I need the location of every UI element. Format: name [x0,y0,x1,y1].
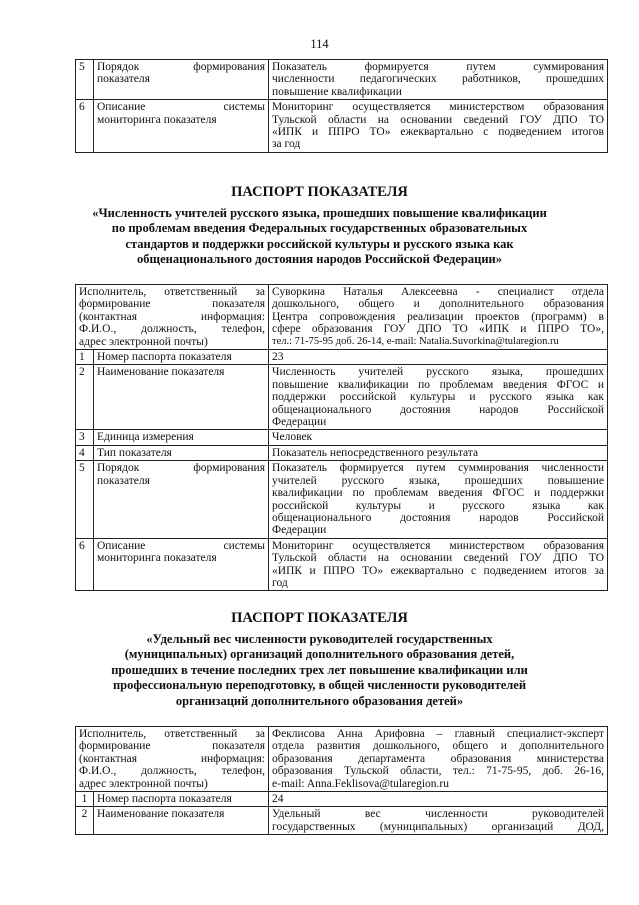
row-value: Численность учителей русского языка, прошедших повышение квалификации по проблемам введения ФГОС и поддержки российской культуры и русского языка как общенационального достояния народов Российской Федерации [269,365,608,430]
table-row [76,350,608,365]
row-label: Номер паспорта показателя [94,792,269,807]
page-number: 114 [310,37,329,51]
row-number: 5 [76,461,94,538]
executor-row [76,727,608,792]
table-row [76,807,608,835]
table-row [76,60,608,100]
row-value: Мониторинг осуществляется министерством образования Тульской области на основании сведений ГОУ ДПО ТО «ИПК и ППРО ТО» ежеквартально с подведением итогов за год [269,100,608,153]
row-label: Наименование показателя [94,365,269,430]
passport-2-table [75,726,608,835]
row-value: Показатель формируется путем суммирования численности учителей русского языка, прошедших повышение квалификации по проблемам введения ФГОС и поддержки российской культуры и русского языка как общенационального достояния народов Российской Федерации [269,461,608,538]
passport-2-subtitle: «Удельный вес численности руководителей государственных (муниципальных) организаций дополнительного образования детей, прошедших в течение последних трех лет повышение квалификации или профессиональную переподготовку, в общей численности руководителей организаций дополнительного образования детей» [111,632,528,708]
row-value: Удельный вес численности руководителей государственных (муниципальных) организаций ДОД, [269,807,608,835]
executor-label: Исполнитель, ответственный за формирование показателя (контактная информация: Ф.И.О., должность, телефон, адрес электронной почты) [76,727,269,792]
row-label: Наименование показателя [94,807,269,835]
row-label: Описание системы мониторинга показателя [94,538,269,591]
passport-1-table [75,284,608,591]
passport-2-title: ПАСПОРТ ПОКАЗАТЕЛЯ [231,610,408,626]
table-row [76,365,608,430]
row-label: Единица измерения [94,430,269,445]
table-row [76,792,608,807]
row-number: 5 [76,60,94,100]
row-value: Человек [269,430,608,445]
row-value: Показатель формируется путем суммирования численности педагогических работников, прошедших повышение квалификации [269,60,608,100]
table-row [76,538,608,591]
row-value: Показатель непосредственного результата [269,445,608,460]
row-value: 23 [269,350,608,365]
row-number: 1 [76,792,94,807]
passport-1-subtitle: «Численность учителей русского языка, прошедших повышение квалификации по проблемам введения Федеральных государственных образовательных стандартов и поддержки российской культуры и русского языка как общенационального достояния народов Российской Федерации» [92,206,547,267]
executor-value: Феклисова Анна Арифовна – главный специалист-эксперт отдела развития дошкольного, общего и дополнительного образования департамента образования министерства образования Тульской области, тел.: 71-75-95, доб. 26-16, e-mail: Anna.Feklisova@tularegion.ru [269,727,608,792]
table-row [76,461,608,538]
executor-value: Суворкина Наталья Алексеевна - специалист отдела дошкольного, общего и дополнительного образования Центра сопровождения реализации проектов (программ) в сфере образования ГОУ ДПО ТО «ИПК и ППРО ТО», тел.: 71-75-95 доб. 26-14, e-mail: Natalia.Suvorkina@tularegion.ru [269,285,608,350]
row-number: 4 [76,445,94,460]
row-label: Номер паспорта показателя [94,350,269,365]
row-value: Мониторинг осуществляется министерством образования Тульской области на основании сведений ГОУ ДПО ТО «ИПК и ППРО ТО» ежеквартально с подведением итогов за год [269,538,608,591]
row-number: 6 [76,538,94,591]
executor-label: Исполнитель, ответственный за формирование показателя (контактная информация: Ф.И.О., должность, телефон, адрес электронной почты) [76,285,269,350]
table-row [76,430,608,445]
indicator-table-continued [75,59,608,153]
row-number: 3 [76,430,94,445]
table-row [76,100,608,153]
row-label: Описание системы мониторинга показателя [94,100,269,153]
passport-1-title: ПАСПОРТ ПОКАЗАТЕЛЯ [231,184,408,200]
row-label: Порядок формирования показателя [94,461,269,538]
row-label: Тип показателя [94,445,269,460]
row-number: 1 [76,350,94,365]
executor-row [76,285,608,350]
row-label: Порядок формирования показателя [94,60,269,100]
row-value: 24 [269,792,608,807]
table-row [76,445,608,460]
row-number: 2 [76,807,94,835]
row-number: 2 [76,365,94,430]
row-number: 6 [76,100,94,153]
